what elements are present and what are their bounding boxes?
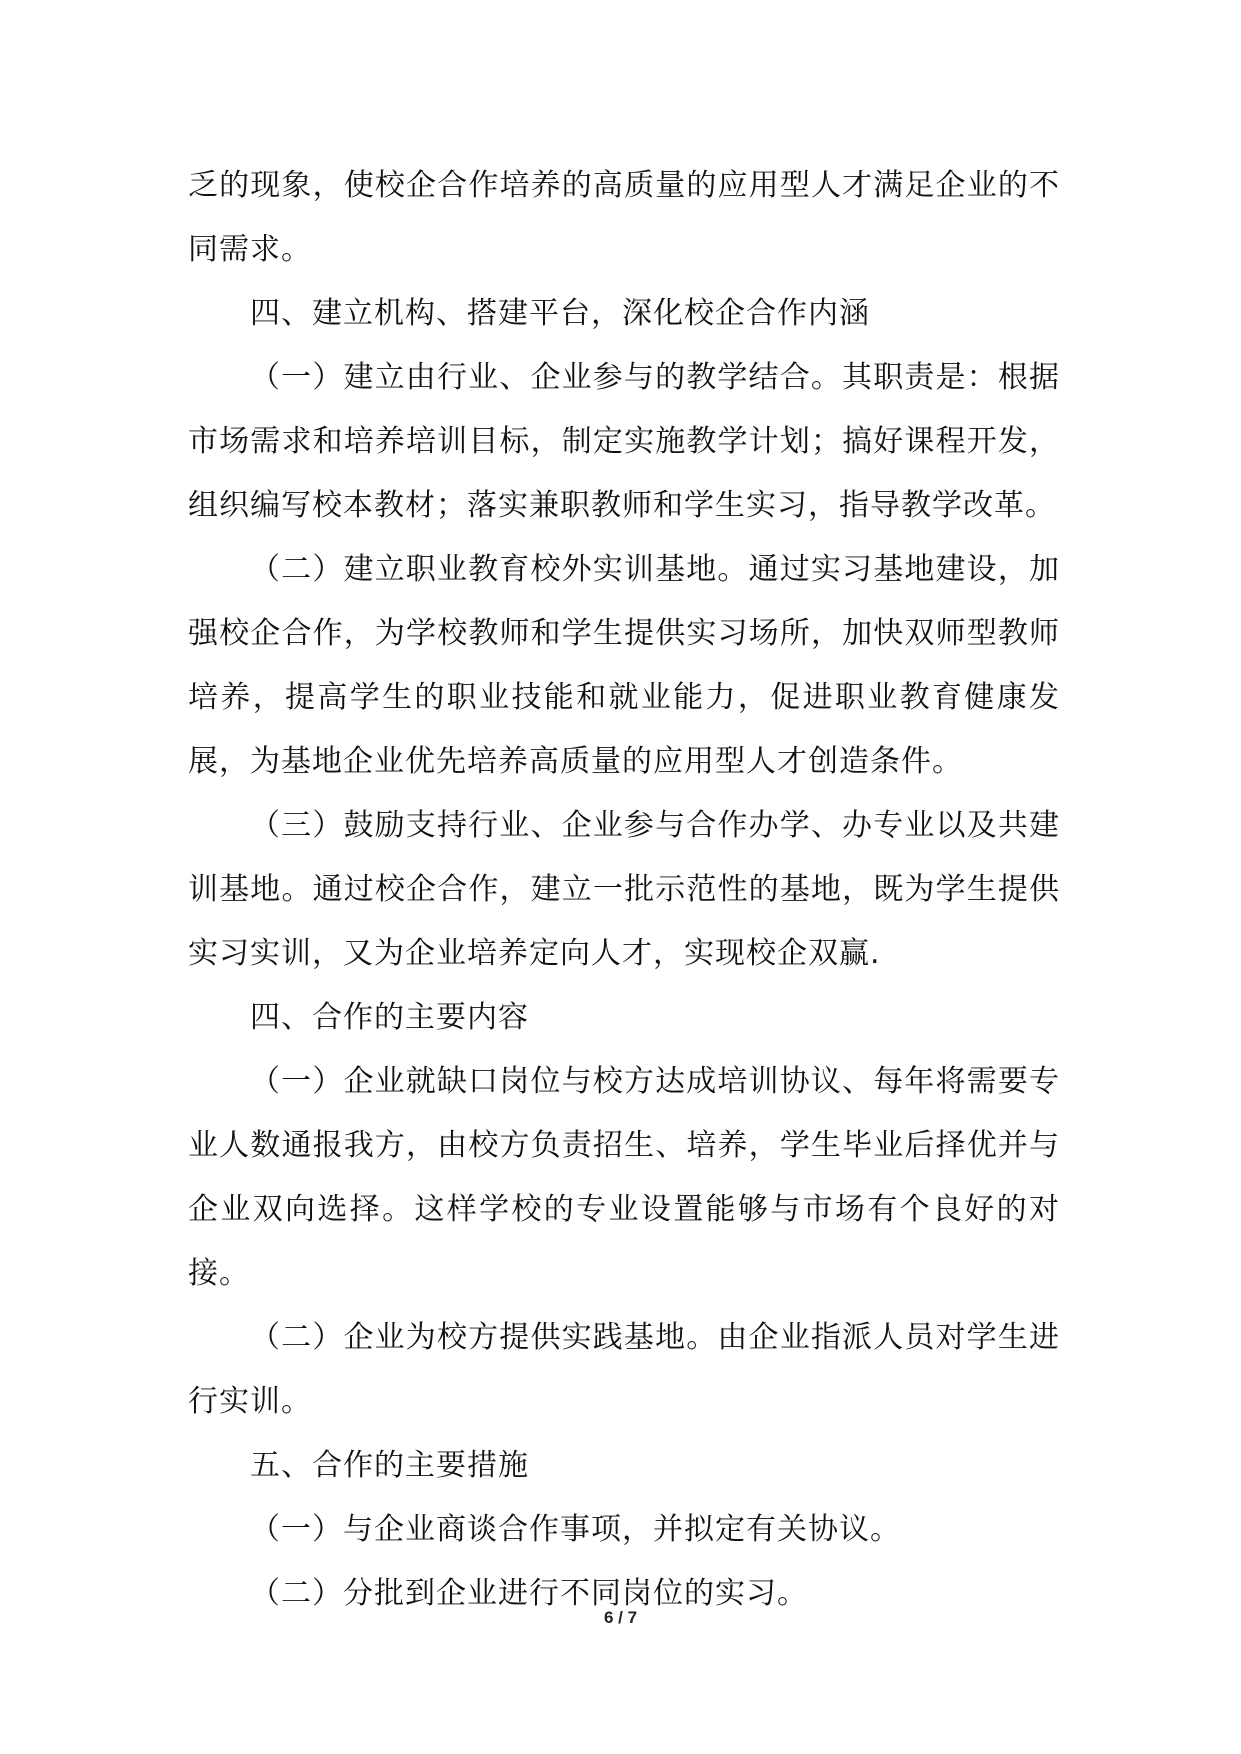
document-body bbox=[188, 154, 1060, 1626]
section-heading: 四、建立机构、搭建平台，深化校企合作内涵 bbox=[250, 296, 870, 331]
paragraph: （一）企业就缺口岗位与校方达成培训协议、每年将需要专业人数通报我方，由校方负责招生、培养，学生毕业后择优并与企业双向选择。这样学校的专业设置能够与市场有个良好的对接。 bbox=[188, 1064, 1060, 1291]
paragraph: 乏的现象，使校企合作培养的高质量的应用型人才满足企业的不同需求。 bbox=[188, 168, 1060, 267]
page-number: 6 / 7 bbox=[603, 1608, 638, 1627]
paragraph: （三）鼓励支持行业、企业参与合作办学、办专业以及共建训基地。通过校企合作，建立一批示范性的基地，既为学生提供实习实训，又为企业培养定向人才，实现校企双赢. bbox=[188, 808, 1060, 971]
paragraph: （一）与企业商谈合作事项，并拟定有关协议。 bbox=[250, 1512, 901, 1547]
paragraph: （二）企业为校方提供实践基地。由企业指派人员对学生进行实训。 bbox=[188, 1320, 1060, 1419]
section-heading: 四、合作的主要内容 bbox=[250, 1000, 529, 1035]
paragraph: （二）分批到企业进行不同岗位的实习。 bbox=[250, 1576, 808, 1611]
paragraph: （二）建立职业教育校外实训基地。通过实习基地建设，加强校企合作，为学校教师和学生提供实习场所，加快双师型教师培养，提高学生的职业技能和就业能力，促进职业教育健康发展，为基地企业优先培养高质量的应用型人才创造条件。 bbox=[188, 552, 1060, 779]
paragraph: （一）建立由行业、企业参与的教学结合。其职责是：根据市场需求和培养培训目标，制定实施教学计划；搞好课程开发，组织编写校本教材；落实兼职教师和学生实习，指导教学改革。 bbox=[188, 360, 1060, 523]
section-heading: 五、合作的主要措施 bbox=[250, 1448, 529, 1483]
